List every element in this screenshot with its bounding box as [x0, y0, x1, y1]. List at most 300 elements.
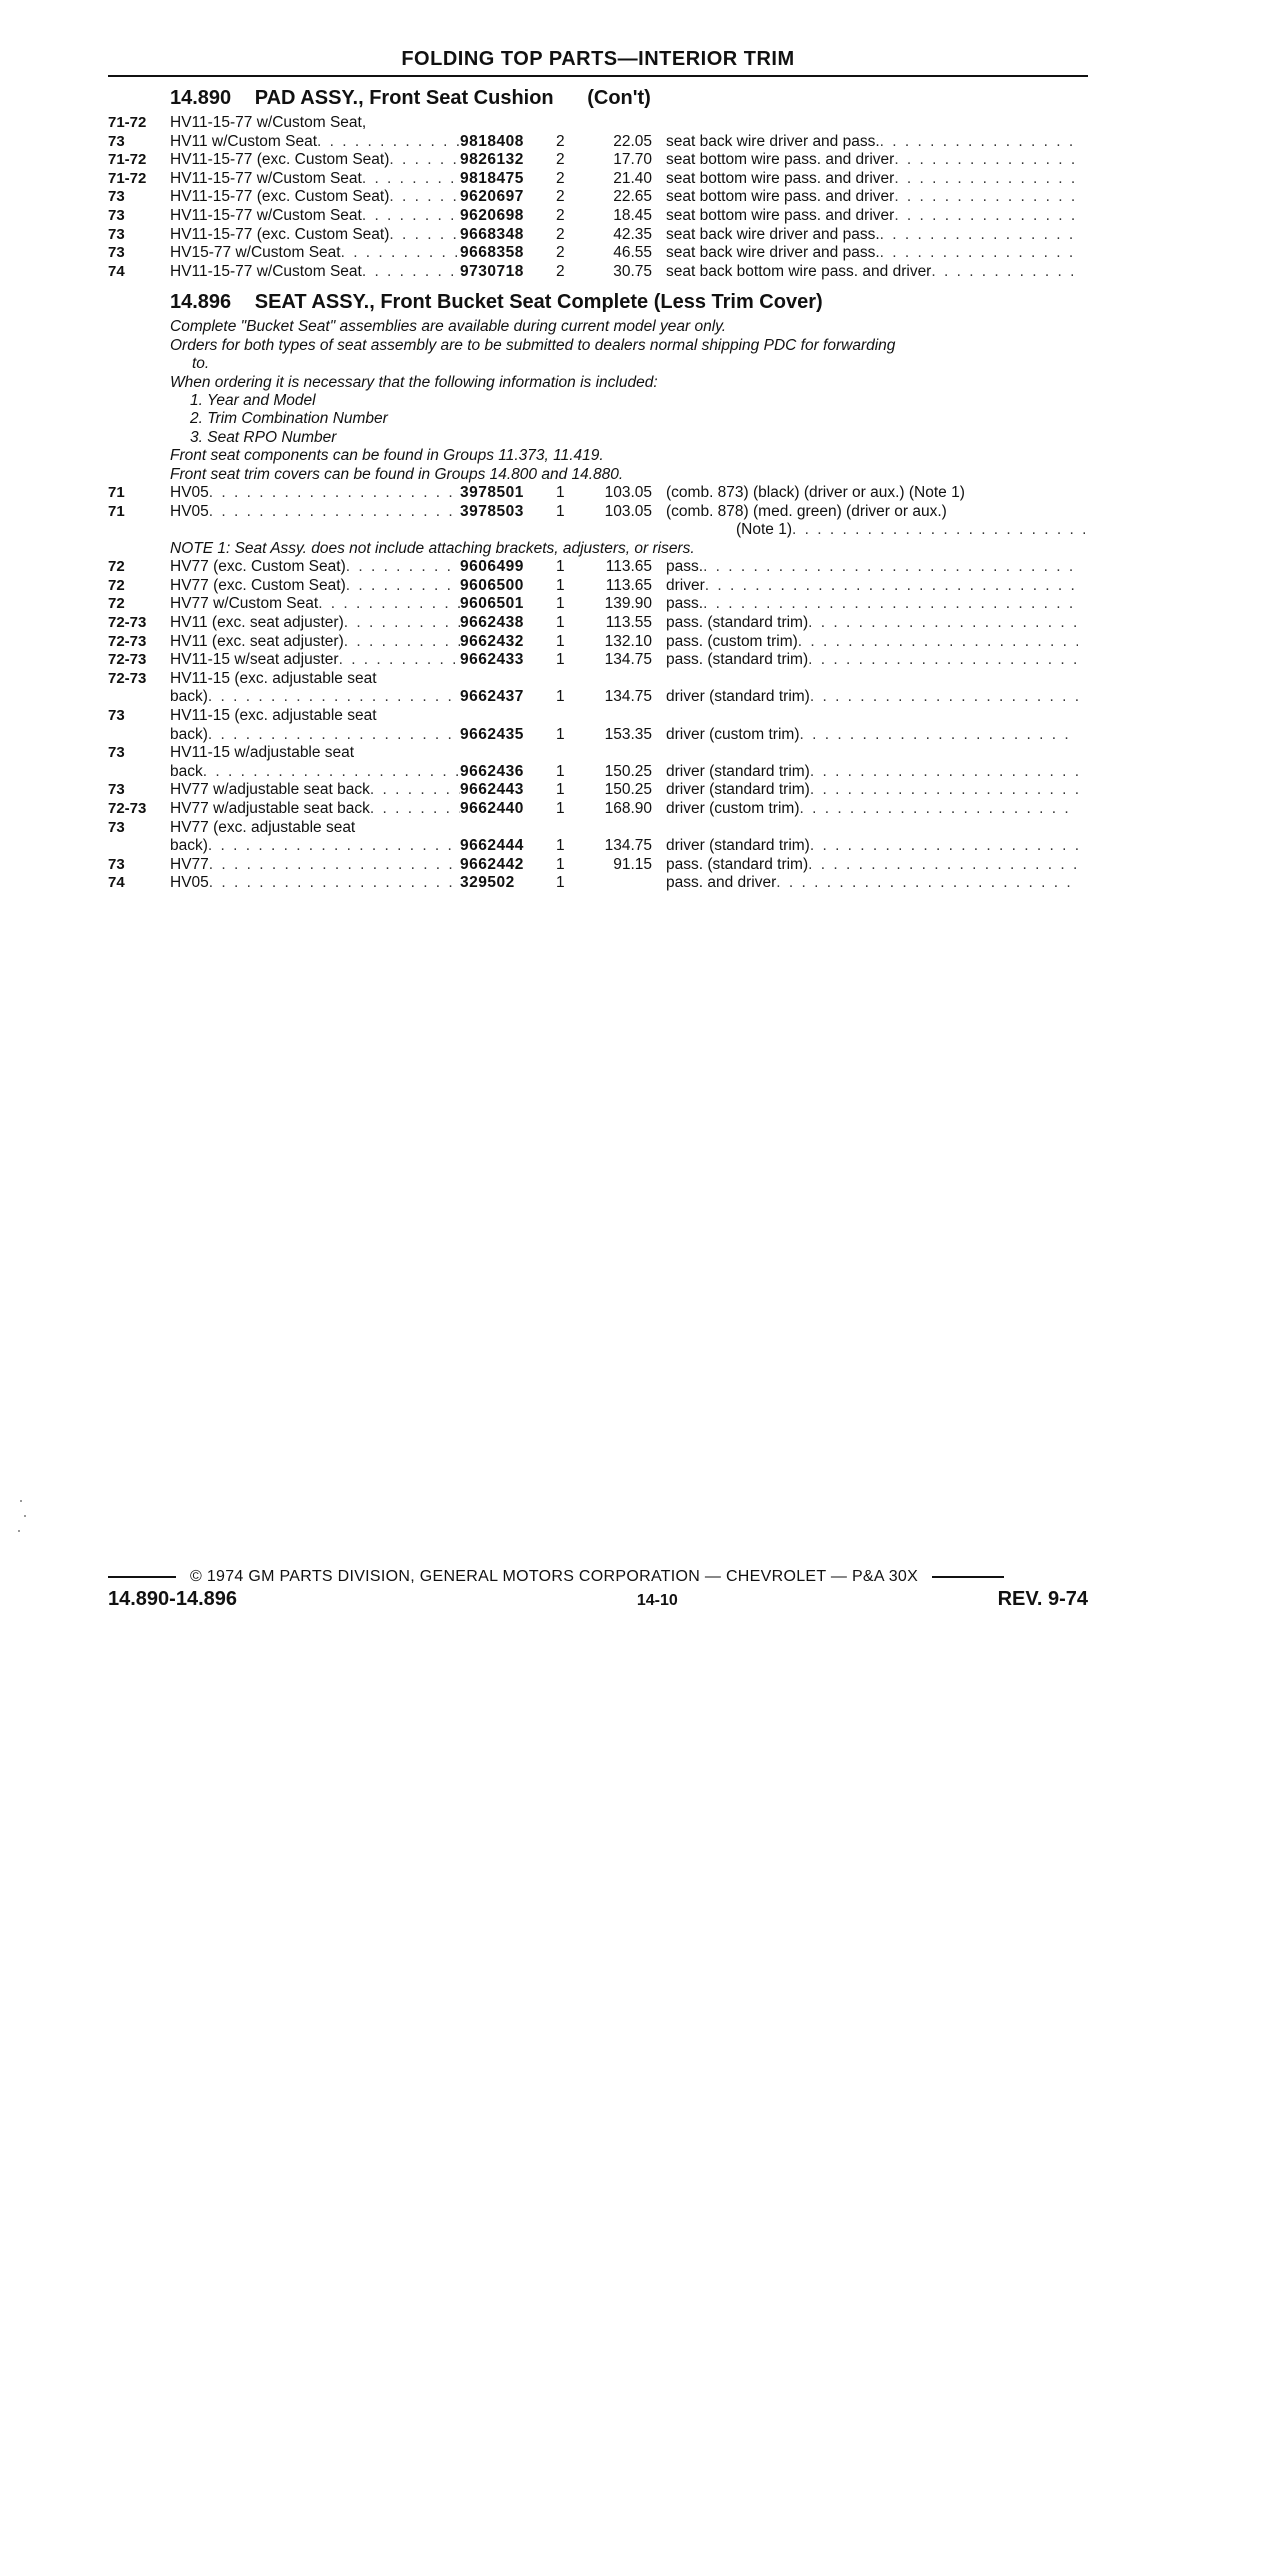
leader-dots — [703, 595, 1078, 614]
section-title: PAD ASSY., Front Seat Cushion — [254, 87, 554, 109]
leader-dots — [810, 781, 1078, 800]
price: 18.45 — [613, 206, 652, 224]
leader-dots — [370, 781, 460, 800]
leader-dots — [705, 577, 1078, 596]
leader-dots — [894, 207, 1078, 226]
group-range: 14.890-14.896 — [108, 1588, 238, 1610]
model-year: 73 — [108, 244, 125, 262]
quantity: 1 — [556, 484, 565, 501]
usage-note — [666, 207, 1078, 226]
quantity: 1 — [556, 502, 565, 520]
model-description — [170, 226, 460, 245]
usage-text: seat back wire driver and pass. — [666, 132, 880, 150]
description-text: HV11-15 (exc. adjustable seat — [170, 669, 377, 687]
leader-dots — [389, 226, 460, 245]
quantity: 1 — [556, 651, 565, 669]
usage-note — [666, 726, 1078, 745]
leader-dots — [362, 170, 460, 189]
description-text: HV05 — [170, 502, 209, 520]
price: 134.75 — [604, 837, 652, 855]
model-year: 72-73 — [108, 799, 147, 817]
table-row — [108, 114, 1088, 133]
model-description — [170, 170, 460, 189]
table-row — [108, 707, 1088, 726]
footer-rule-left — [108, 1576, 176, 1578]
leader-dots — [810, 763, 1078, 782]
usage-text: seat bottom wire pass. and driver — [666, 206, 895, 224]
table-row — [108, 651, 1088, 670]
footer-rule-right — [932, 1576, 1004, 1578]
note-line: Complete "Bucket Seat" assemblies are available during current model year only. — [170, 318, 727, 336]
description-text: HV11-15-77 (exc. Custom Seat) — [170, 151, 390, 169]
parts-table-14-896-b — [108, 558, 1088, 893]
table-row — [108, 800, 1088, 819]
leader-dots — [209, 503, 460, 522]
note-line: 1. Year and Model — [190, 391, 316, 409]
note-line: 2. Trim Combination Number — [190, 410, 388, 428]
usage-note — [666, 874, 1078, 893]
description-text: HV77 w/adjustable seat back — [170, 781, 370, 799]
table-row — [108, 577, 1088, 596]
model-year: 73 — [108, 781, 125, 799]
description-text: HV11 (exc. seat adjuster) — [170, 632, 344, 650]
table-row — [108, 151, 1088, 170]
model-description — [170, 244, 460, 263]
model-year: 73 — [108, 855, 125, 873]
usage-note — [666, 614, 1078, 633]
usage-note — [666, 170, 1078, 189]
usage-note — [666, 263, 1078, 282]
description-text: HV77 w/Custom Seat — [170, 595, 319, 613]
table-row — [108, 188, 1088, 207]
part-number: 3978503 — [460, 502, 524, 520]
model-description — [170, 503, 460, 522]
model-description — [170, 763, 460, 782]
usage-note — [666, 503, 1078, 522]
table-row — [108, 614, 1088, 633]
model-description — [170, 688, 460, 707]
continued-label: (Con't) — [587, 87, 651, 109]
table-row — [108, 633, 1088, 652]
usage-text: pass. — [666, 595, 704, 613]
leader-dots — [346, 558, 460, 577]
model-description — [170, 207, 460, 226]
price: 139.90 — [604, 595, 652, 613]
price: 168.90 — [604, 799, 652, 817]
quantity: 2 — [556, 132, 565, 150]
description-text: HV05 — [170, 484, 209, 501]
model-description — [170, 263, 460, 282]
leader-dots — [703, 558, 1078, 577]
quantity: 1 — [556, 613, 565, 631]
leader-dots — [880, 244, 1078, 263]
note-line: Front seat trim covers can be found in Groups 14.800 and 14.880. — [170, 465, 624, 483]
note-line: 3. Seat RPO Number — [190, 428, 337, 446]
leader-dots — [389, 188, 460, 207]
table-row — [108, 207, 1088, 226]
table-row — [108, 226, 1088, 245]
part-number: 9662432 — [460, 632, 524, 650]
leader-dots — [894, 188, 1078, 207]
model-description — [170, 856, 460, 875]
model-year: 74 — [108, 262, 125, 280]
quantity: 1 — [556, 576, 565, 594]
description-text: HV11-15-77 w/Custom Seat — [170, 206, 362, 224]
quantity: 1 — [556, 762, 565, 780]
part-number: 9606500 — [460, 576, 524, 594]
continuation-note: (Note 1) — [736, 521, 792, 539]
usage-note — [666, 577, 1078, 596]
leader-dots — [810, 688, 1078, 707]
leader-dots — [362, 207, 460, 226]
part-number: 9826132 — [460, 151, 524, 169]
usage-note — [666, 800, 1078, 819]
model-year: 74 — [108, 874, 125, 892]
model-description — [170, 707, 460, 726]
usage-text: driver (standard trim) — [666, 688, 810, 706]
price: 150.25 — [604, 762, 652, 780]
model-year: 72-73 — [108, 613, 147, 631]
quantity: 2 — [556, 206, 565, 224]
leader-dots — [346, 577, 460, 596]
section-heading-14-896 — [170, 291, 1088, 314]
price: 134.75 — [604, 651, 652, 669]
quantity: 2 — [556, 225, 565, 243]
table-row — [108, 726, 1088, 745]
part-number: 9662442 — [460, 855, 524, 873]
table-row — [108, 856, 1088, 875]
part-number: 9730718 — [460, 262, 524, 280]
usage-note — [666, 856, 1078, 875]
part-number: 9662436 — [460, 762, 524, 780]
usage-text: driver (custom trim) — [666, 725, 800, 743]
table-row — [108, 263, 1088, 282]
model-year: 71-72 — [108, 169, 147, 187]
usage-text: pass. and driver — [666, 874, 777, 892]
leader-dots — [792, 521, 1088, 540]
quantity: 1 — [556, 799, 565, 817]
model-year: 72 — [108, 558, 125, 576]
price: 22.05 — [613, 132, 652, 150]
usage-text: seat back wire driver and pass. — [666, 225, 880, 243]
leader-dots — [203, 763, 460, 782]
description-text: HV05 — [170, 874, 209, 892]
part-number: 329502 — [460, 874, 515, 892]
usage-note — [666, 763, 1078, 782]
leader-dots — [894, 170, 1078, 189]
model-description — [170, 726, 460, 745]
model-description — [170, 558, 460, 577]
quantity: 1 — [556, 632, 565, 650]
scan-speck — [20, 1500, 22, 1502]
page-footer — [108, 1568, 1088, 1611]
price: 22.65 — [613, 188, 652, 206]
model-description — [170, 744, 460, 763]
usage-note — [666, 484, 1078, 503]
leader-dots — [318, 595, 460, 614]
description-text: HV11-15-77 w/Custom Seat — [170, 262, 362, 280]
price: 46.55 — [613, 244, 652, 262]
price: 103.05 — [604, 484, 652, 501]
description-text: back) — [170, 837, 208, 855]
part-number: 9606499 — [460, 558, 524, 576]
quantity: 2 — [556, 262, 565, 280]
scan-speck — [24, 1515, 26, 1517]
leader-dots — [344, 614, 460, 633]
quantity: 1 — [556, 874, 565, 892]
description-text: HV77 — [170, 855, 209, 873]
leader-dots — [362, 263, 460, 282]
quantity: 2 — [556, 151, 565, 169]
usage-note — [666, 595, 1078, 614]
leader-dots — [894, 151, 1078, 170]
price: 113.65 — [605, 558, 652, 576]
part-number: 3978501 — [460, 484, 524, 501]
model-description — [170, 670, 460, 689]
model-description — [170, 837, 460, 856]
price: 134.75 — [604, 688, 652, 706]
usage-text: (comb. 873) (black) (driver or aux.) (Note 1) — [666, 484, 965, 501]
usage-text: seat bottom wire pass. and driver — [666, 188, 895, 206]
leader-dots — [799, 800, 1078, 819]
part-number: 9662437 — [460, 688, 524, 706]
model-year: 72-73 — [108, 669, 147, 687]
quantity: 1 — [556, 595, 565, 613]
model-year: 71-72 — [108, 151, 147, 169]
model-year: 73 — [108, 206, 125, 224]
section-heading-14-890 — [170, 87, 1088, 110]
table-row — [108, 558, 1088, 577]
usage-note — [666, 688, 1078, 707]
usage-text: seat back wire driver and pass. — [666, 244, 880, 262]
leader-dots — [880, 133, 1078, 152]
price: 132.10 — [604, 632, 652, 650]
part-number: 9662433 — [460, 651, 524, 669]
usage-note — [666, 244, 1078, 263]
part-number: 9620698 — [460, 206, 524, 224]
model-description — [170, 595, 460, 614]
leader-dots — [389, 151, 460, 170]
leader-dots — [808, 614, 1078, 633]
copyright-line — [108, 1568, 1088, 1586]
quantity: 1 — [556, 837, 565, 855]
table-row — [108, 133, 1088, 152]
quantity: 1 — [556, 781, 565, 799]
section-title: SEAT ASSY., Front Bucket Seat Complete (Less Trim Cover) — [254, 291, 823, 314]
leader-dots — [208, 688, 460, 707]
description-text: HV11-15-77 w/Custom Seat — [170, 169, 362, 187]
part-number: 9662444 — [460, 837, 524, 855]
quantity: 1 — [556, 855, 565, 873]
model-description — [170, 188, 460, 207]
usage-note — [666, 188, 1078, 207]
usage-text: seat bottom wire pass. and driver — [666, 151, 895, 169]
usage-text: pass. (standard trim) — [666, 855, 809, 873]
note-line: Orders for both types of seat assembly are to be submitted to dealers normal shipping PDC for forwarding — [170, 336, 896, 354]
page-number: 14-10 — [636, 1592, 678, 1609]
table-row — [108, 244, 1088, 263]
model-year: 71-72 — [108, 114, 147, 131]
continuation-row — [108, 521, 1088, 540]
table-row — [108, 670, 1088, 689]
usage-note — [666, 133, 1078, 152]
model-description — [170, 874, 460, 893]
part-number: 9668348 — [460, 225, 524, 243]
leader-dots — [370, 800, 460, 819]
leader-dots — [808, 651, 1078, 670]
leader-dots — [209, 484, 460, 503]
usage-note — [666, 781, 1078, 800]
leader-dots — [209, 874, 460, 893]
section-number: 14.890 — [170, 87, 232, 109]
usage-text: driver (standard trim) — [666, 781, 810, 799]
price: 113.55 — [605, 613, 652, 631]
table-row — [108, 170, 1088, 189]
usage-note — [666, 837, 1078, 856]
part-number: 9662443 — [460, 781, 524, 799]
model-year: 71 — [108, 484, 125, 501]
usage-text: pass. (custom trim) — [666, 632, 798, 650]
quantity: 1 — [556, 558, 565, 576]
quantity: 1 — [556, 725, 565, 743]
model-year: 73 — [108, 188, 125, 206]
usage-text: driver (custom trim) — [666, 799, 800, 817]
description-text: HV11-15 (exc. adjustable seat — [170, 706, 377, 724]
model-description — [170, 133, 460, 152]
description-text: HV11-15 w/adjustable seat — [170, 744, 355, 762]
parts-table-14-890 — [108, 114, 1088, 281]
part-number: 9606501 — [460, 595, 524, 613]
model-description — [170, 651, 460, 670]
description-text: HV11-15-77 (exc. Custom Seat) — [170, 225, 390, 243]
price: 42.35 — [613, 225, 652, 243]
model-description — [170, 800, 460, 819]
description-text: HV77 (exc. Custom Seat) — [170, 576, 346, 594]
leader-dots — [931, 263, 1078, 282]
price: 150.25 — [604, 781, 652, 799]
description-text: HV15-77 w/Custom Seat — [170, 244, 341, 262]
table-row — [108, 837, 1088, 856]
model-year: 73 — [108, 818, 125, 836]
leader-dots — [208, 726, 460, 745]
description-text: HV11 w/Custom Seat — [170, 132, 318, 150]
table-row — [108, 744, 1088, 763]
usage-note — [666, 151, 1078, 170]
model-description — [170, 484, 460, 503]
part-number: 9662435 — [460, 725, 524, 743]
model-description — [170, 819, 460, 838]
note-line: When ordering it is necessary that the following information is included: — [170, 373, 658, 391]
usage-text: pass. (standard trim) — [666, 613, 809, 631]
footnote-1: NOTE 1: Seat Assy. does not include attaching brackets, adjusters, or risers. — [170, 539, 695, 557]
note-line: Front seat components can be found in Groups 11.373, 11.419. — [170, 447, 604, 465]
table-row — [108, 781, 1088, 800]
model-year: 72-73 — [108, 632, 147, 650]
quantity: 2 — [556, 188, 565, 206]
quantity: 2 — [556, 244, 565, 262]
leader-dots — [799, 726, 1078, 745]
part-number: 9662440 — [460, 799, 524, 817]
leader-dots — [339, 651, 460, 670]
price: 21.40 — [613, 169, 652, 187]
table-row — [108, 503, 1088, 522]
section-number: 14.896 — [170, 291, 232, 314]
model-description — [170, 614, 460, 633]
model-description — [170, 633, 460, 652]
model-year: 71 — [108, 502, 125, 520]
leader-dots — [880, 226, 1078, 245]
leader-dots — [341, 244, 460, 263]
table-row — [108, 874, 1088, 893]
table-row — [108, 484, 1088, 503]
price: 103.05 — [604, 502, 652, 520]
part-number: 9620697 — [460, 188, 524, 206]
leader-dots — [798, 633, 1078, 652]
description-text: HV11-15-77 w/Custom Seat, — [170, 114, 367, 131]
usage-text: driver (standard trim) — [666, 762, 810, 780]
page-header: FOLDING TOP PARTS—INTERIOR TRIM — [108, 48, 1088, 77]
part-number: 9668358 — [460, 244, 524, 262]
scan-speck — [18, 1530, 20, 1532]
price: 153.35 — [604, 725, 652, 743]
usage-note — [666, 226, 1078, 245]
price: 30.75 — [613, 262, 652, 280]
description-text: HV77 (exc. adjustable seat — [170, 818, 356, 836]
model-year: 72 — [108, 576, 125, 594]
description-text: HV11 (exc. seat adjuster) — [170, 613, 344, 631]
revision-label: REV. 9-74 — [997, 1588, 1088, 1610]
parts-table-14-896-a — [108, 484, 1088, 521]
model-description — [170, 577, 460, 596]
note-line: to. — [192, 355, 210, 373]
table-row — [108, 819, 1088, 838]
description-text: HV77 w/adjustable seat back — [170, 799, 370, 817]
usage-text: driver (standard trim) — [666, 837, 810, 855]
price: 113.65 — [605, 576, 652, 594]
part-number: 9818408 — [460, 132, 524, 150]
description-text: HV11-15 w/seat adjuster — [170, 651, 339, 669]
usage-text: (comb. 878) (med. green) (driver or aux.) — [666, 502, 947, 520]
table-row — [108, 763, 1088, 782]
usage-text: pass. (standard trim) — [666, 651, 809, 669]
model-year: 72 — [108, 595, 125, 613]
model-year: 72-73 — [108, 651, 147, 669]
usage-note — [666, 651, 1078, 670]
model-description — [170, 781, 460, 800]
model-year: 73 — [108, 132, 125, 150]
model-year: 73 — [108, 706, 125, 724]
usage-text: seat bottom wire pass. and driver — [666, 169, 895, 187]
price: 91.15 — [613, 855, 652, 873]
description-text: back) — [170, 688, 208, 706]
part-number: 9662438 — [460, 613, 524, 631]
usage-text: driver — [666, 576, 705, 594]
leader-dots — [209, 856, 460, 875]
copyright-text: © 1974 GM PARTS DIVISION, GENERAL MOTORS CORPORATION — CHEVROLET — P&A 30X — [190, 1568, 919, 1585]
leader-dots — [208, 837, 460, 856]
footer-bottom — [108, 1588, 1088, 1611]
description-text: HV11-15-77 (exc. Custom Seat) — [170, 188, 390, 206]
leader-dots — [810, 837, 1078, 856]
section-notes — [108, 318, 1088, 484]
model-year: 73 — [108, 225, 125, 243]
description-text: back — [170, 762, 203, 780]
part-number: 9818475 — [460, 169, 524, 187]
usage-note — [666, 558, 1078, 577]
leader-dots — [808, 856, 1078, 875]
leader-dots — [776, 874, 1078, 893]
catalog-page — [108, 48, 1088, 893]
